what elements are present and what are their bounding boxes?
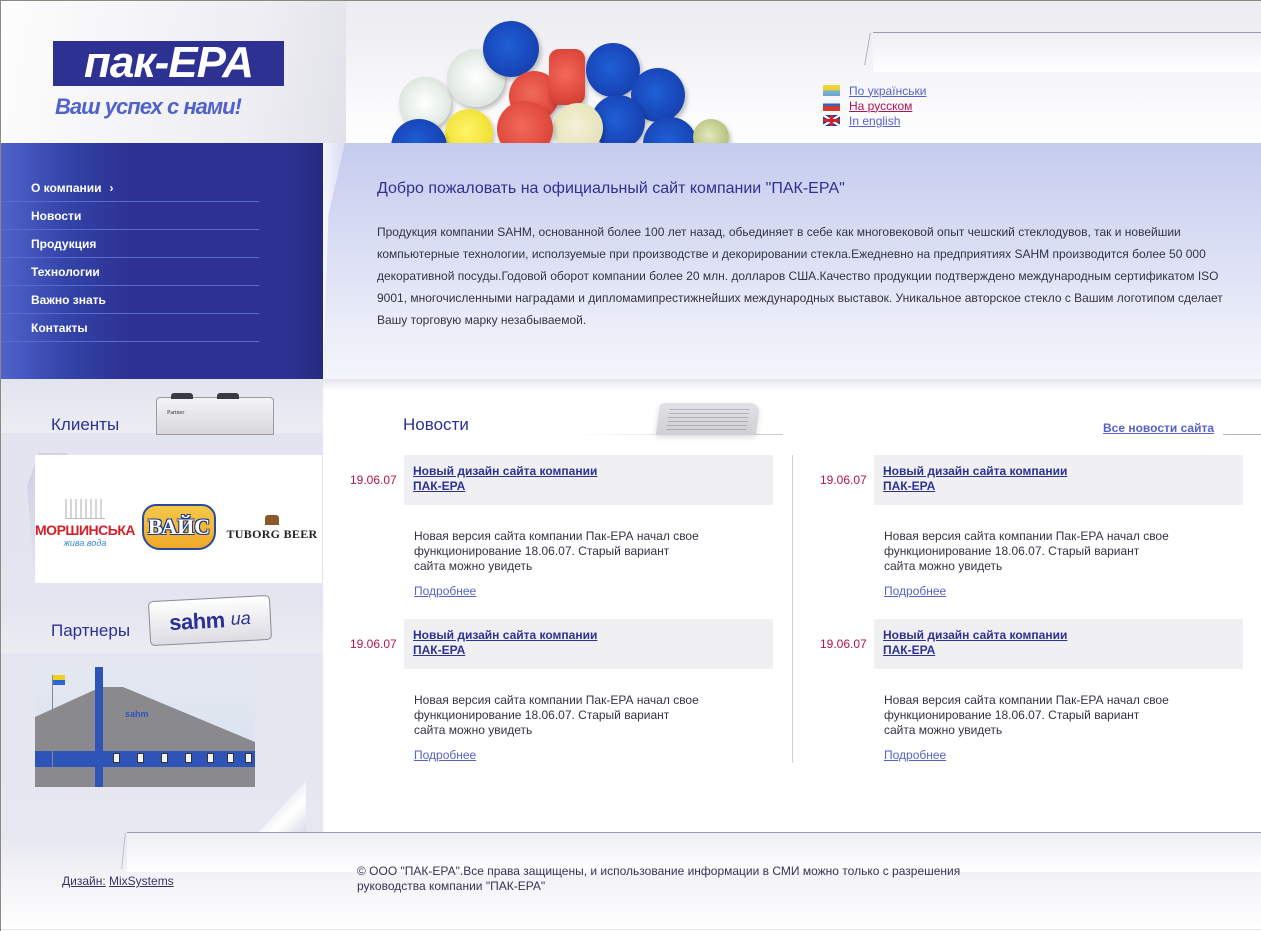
ukraine-flag-icon: [823, 85, 840, 96]
nav-item-label: Важно знать: [31, 292, 106, 307]
design-company-link[interactable]: MixSystems: [109, 874, 174, 888]
copyright-text: © ООО "ПАК-ЕРА".Все права защищены, и использование информации в СМИ можно только с разрешения руководства компании "ПАК-ЕРА": [357, 864, 961, 893]
welcome-text: Продукция компании SAHM, основанной более 100 лет назад, обьединяет в себе как многовековой опыт чешский стеклодувов, так и новейшии компьютерные технологии, исползуемые при производстве и декорировании стекла.Ежедневно на предприятиях SAHM производится более 50 000 декоративной посуды.Годовой оборот компании более 20 млн. долларов США.Качество продукции подтверждено международным сертификатом ISO 9001, многочисленными наградами и дипломамипрестижнейших международных выставок. Уникальное авторское стекло с Вашим логотипом сделает Вашу торговую марку незабываемой.: [377, 225, 1223, 327]
read-more-link[interactable]: Подробнее: [414, 748, 477, 762]
design-label-link[interactable]: Дизайн:: [62, 874, 106, 888]
nav-list: [1, 174, 259, 342]
nav-item-label: Новости: [31, 208, 82, 223]
news-headline-link[interactable]: Новый дизайн сайта компании ПАК-ЕРА: [413, 628, 598, 657]
logo-area: [1, 1, 346, 143]
nav-item-label: Контакты: [31, 320, 88, 335]
russia-flag-icon: [823, 100, 840, 111]
news-date: 19.06.07: [350, 637, 397, 651]
news-headline-box: [404, 455, 773, 505]
language-link-english[interactable]: In english: [849, 113, 901, 128]
news-body: Новая версия сайта компании Пак-ЕРА начал свое функционирование 18.06.07. Старый вариант сайта можно увидеть: [414, 529, 699, 573]
header-panel: [873, 32, 1261, 72]
read-more-link[interactable]: Подробнее: [884, 748, 947, 762]
header: [1, 1, 1261, 143]
nav-item-label: Продукция: [31, 236, 97, 251]
news-headline-link[interactable]: Новый дизайн сайта компании ПАК-ЕРА: [883, 464, 1068, 493]
news-headline-box: [874, 619, 1243, 669]
clients-header: [1, 379, 323, 433]
clients-logos: [35, 455, 322, 583]
rolodex-icon: Partner: [156, 397, 274, 435]
news-headline-link[interactable]: Новый дизайн сайта компании ПАК-ЕРА: [883, 628, 1068, 657]
welcome-title: Добро пожаловать на официальный сайт компании "ПАК-ЕРА": [377, 180, 845, 197]
language-item-russian[interactable]: [823, 98, 926, 113]
flag-icon: [53, 675, 65, 685]
client-logo-morshynska[interactable]: МОРШИНСЬКА жива вода: [41, 491, 129, 555]
clients-title: Клиенты: [51, 415, 120, 434]
language-item-english[interactable]: [823, 113, 926, 128]
all-news-link[interactable]: Все новости сайта: [1103, 421, 1214, 435]
page-fold-decoration: [323, 143, 345, 379]
nav-item-technologies[interactable]: [1, 258, 259, 286]
bottle-caps-image: [351, 13, 771, 143]
client-logo-vais[interactable]: ВАЙС: [139, 501, 219, 553]
partner-logo-sahm[interactable]: sahm ua: [148, 595, 272, 646]
slogan: Ваш успех с нами!: [55, 94, 241, 119]
nav-item-label: Технологии: [31, 264, 100, 279]
read-more-link[interactable]: Подробнее: [414, 584, 477, 598]
news-title: Новости: [403, 415, 469, 434]
news-headline-link[interactable]: Новый дизайн сайта компании ПАК-ЕРА: [413, 464, 598, 493]
logo[interactable]: [53, 38, 284, 87]
main-nav: [1, 143, 323, 379]
partner-building-image: sahm: [35, 667, 255, 787]
language-link-ukrainian[interactable]: По українськи: [849, 83, 927, 98]
nav-item-news[interactable]: [1, 202, 259, 230]
news-date: 19.06.07: [820, 637, 867, 651]
crown-icon: [265, 515, 279, 525]
language-link-russian[interactable]: На русском: [849, 98, 913, 113]
welcome-section: [323, 143, 1261, 379]
chevron-right-icon: ›: [109, 180, 114, 195]
news-date: 19.06.07: [350, 473, 397, 487]
column-divider: [792, 455, 793, 763]
footer: [1, 832, 1261, 931]
partners-title: Партнеры: [51, 621, 131, 640]
logo-text: пак-ЕРА: [84, 38, 253, 87]
language-switcher: [823, 83, 926, 128]
news-body: Новая версия сайта компании Пак-ЕРА начал свое функционирование 18.06.07. Старый вариант сайта можно увидеть: [414, 693, 699, 737]
news-section: [323, 379, 1261, 832]
news-body: Новая версия сайта компании Пак-ЕРА начал свое функционирование 18.06.07. Старый вариант сайта можно увидеть: [884, 529, 1169, 573]
client-logo-tuborg[interactable]: TUBORG BEER: [225, 513, 319, 543]
read-more-link[interactable]: Подробнее: [884, 584, 947, 598]
nav-item-products[interactable]: [1, 230, 259, 258]
news-body: Новая версия сайта компании Пак-ЕРА начал свое функционирование 18.06.07. Старый вариант сайта можно увидеть: [884, 693, 1169, 737]
news-headline-box: [404, 619, 773, 669]
newspaper-icon: [656, 403, 760, 435]
design-credit: [62, 874, 174, 888]
nav-item-about[interactable]: [1, 174, 259, 202]
nav-item-label: О компании: [31, 180, 102, 195]
uk-flag-icon: [823, 115, 840, 126]
nav-item-important[interactable]: [1, 286, 259, 314]
language-item-ukrainian[interactable]: [823, 83, 926, 98]
nav-item-contacts[interactable]: [1, 314, 259, 342]
news-headline-box: [874, 455, 1243, 505]
news-date: 19.06.07: [820, 473, 867, 487]
